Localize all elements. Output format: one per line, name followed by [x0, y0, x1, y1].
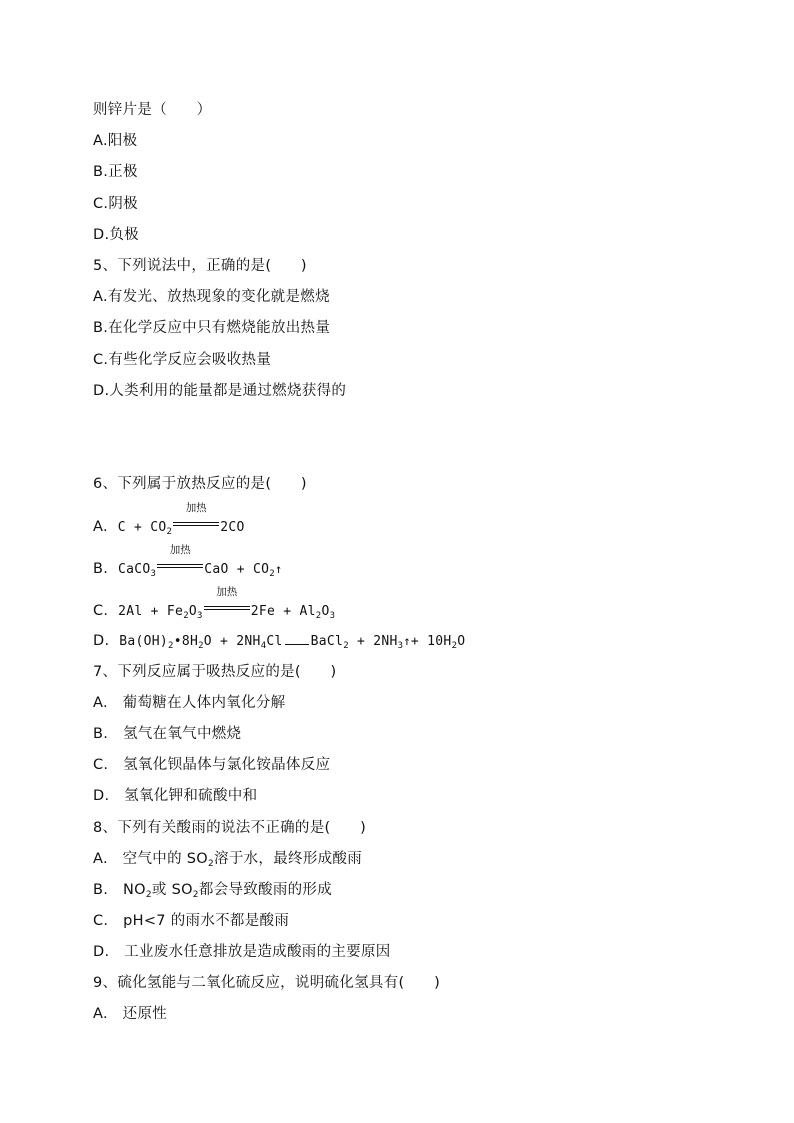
q7-option-d: D. 氢氧化钾和硫酸中和: [93, 788, 258, 804]
option-label: A.: [93, 519, 108, 535]
subscript: 2: [167, 641, 174, 651]
question-9-stem: 9、硫化氢能与二氧化硫反应，说明硫化氢具有( ): [93, 975, 441, 991]
gas-arrow-icon: ↑: [403, 634, 411, 648]
q5-option-b: B.在化学反应中只有燃烧能放出热量: [93, 320, 331, 336]
option-text: B. NO: [93, 882, 146, 898]
formula-part: + 2NH: [348, 634, 398, 649]
products: CaO + CO: [204, 562, 270, 577]
q8-option-a: [93, 849, 362, 874]
formula-part: O + 2NH: [203, 634, 261, 649]
option-text: 或 SO: [151, 882, 193, 898]
reaction-condition: 加热: [185, 502, 207, 514]
reactants: CaCO: [118, 562, 151, 577]
q4-option-b: B.正极: [93, 164, 138, 180]
subscript: 2: [343, 641, 349, 651]
reactants: C + CO: [117, 520, 167, 535]
subscript: 3: [329, 611, 336, 621]
option-text: 都会导致酸雨的形成: [198, 882, 333, 898]
q7-option-b: B. 氢气在氧气中燃烧: [93, 726, 242, 742]
formula-part: O: [457, 634, 466, 649]
q8-option-c: C. pH<7 的雨水不都是酸雨: [93, 913, 290, 929]
q7-option-a: A. 葡萄糖在人体内氧化分解: [93, 695, 286, 711]
products: 2CO: [220, 520, 245, 535]
reactants-part: O: [188, 604, 198, 619]
formula-part: Cl: [266, 634, 283, 649]
reaction-condition: 加热: [169, 544, 191, 556]
reaction-arrow: [157, 544, 203, 572]
subscript: 2: [208, 859, 215, 869]
question-5-stem: 5、下列说法中，正确的是( ): [93, 258, 307, 274]
option-label: D.: [93, 633, 110, 649]
formula-part: •8H: [173, 634, 199, 649]
products-part: O: [321, 604, 330, 619]
q4-option-d: D.负极: [93, 227, 139, 243]
subscript: 2: [269, 569, 275, 579]
products: 2Fe + Al: [250, 604, 316, 619]
subscript: 2: [145, 890, 152, 900]
subscript: 3: [397, 641, 404, 651]
reaction-arrow: [204, 586, 250, 614]
subscript: 2: [192, 890, 199, 900]
subscript: 4: [260, 641, 267, 651]
q5-option-a: A.有发光、放热现象的变化就是燃烧: [93, 289, 330, 305]
subscript: 2: [315, 611, 322, 621]
subscript: 2: [183, 611, 189, 621]
q5-option-d: D.人类利用的能量都是通过燃烧获得的: [93, 383, 347, 399]
q4-option-a: A.阳极: [93, 133, 138, 149]
q6-option-d: [93, 631, 465, 656]
reactants: 2Al + Fe: [118, 604, 184, 619]
question-7-stem: 7、下列反应属于吸热反应的是( ): [93, 664, 337, 680]
subscript: 3: [150, 569, 157, 579]
subscript: 2: [198, 641, 204, 651]
q6-option-a: [93, 502, 245, 542]
q8-option-d: D. 工业废水任意排放是造成酸雨的主要原因: [93, 944, 391, 960]
reaction-arrow: [173, 502, 219, 530]
reaction-condition: 加热: [216, 586, 238, 598]
q6-option-b: [93, 544, 283, 584]
q4-option-c: C.阴极: [93, 196, 138, 212]
subscript: 2: [451, 641, 458, 651]
q7-option-c: C. 氢氧化钡晶体与氯化铵晶体反应: [93, 757, 331, 773]
option-label: B.: [93, 561, 109, 577]
formula-part: Ba(OH): [119, 634, 168, 649]
question-8-stem: 8、下列有关酸雨的说法不正确的是( ): [93, 820, 367, 836]
subscript: 2: [166, 527, 173, 537]
q8-option-b: [93, 880, 332, 905]
formula-part: + 10H: [410, 634, 452, 649]
option-label: C.: [93, 603, 109, 619]
question-4-stem: 则锌片是（ ）: [93, 102, 212, 118]
q5-option-c: C.有些化学反应会吸收热量: [93, 352, 272, 368]
question-6-stem: 6、下列属于放热反应的是( ): [93, 476, 307, 492]
q6-option-c: [93, 586, 336, 626]
subscript: 3: [197, 611, 203, 621]
option-text: A. 空气中的 SO: [93, 851, 208, 867]
reaction-line: [285, 632, 309, 645]
q9-option-a: A. 还原性: [93, 1006, 168, 1022]
option-text: 溶于水，最终形成酸雨: [214, 851, 363, 867]
gas-arrow-icon: ↑: [274, 562, 283, 576]
formula-part: BaCl: [310, 634, 344, 649]
